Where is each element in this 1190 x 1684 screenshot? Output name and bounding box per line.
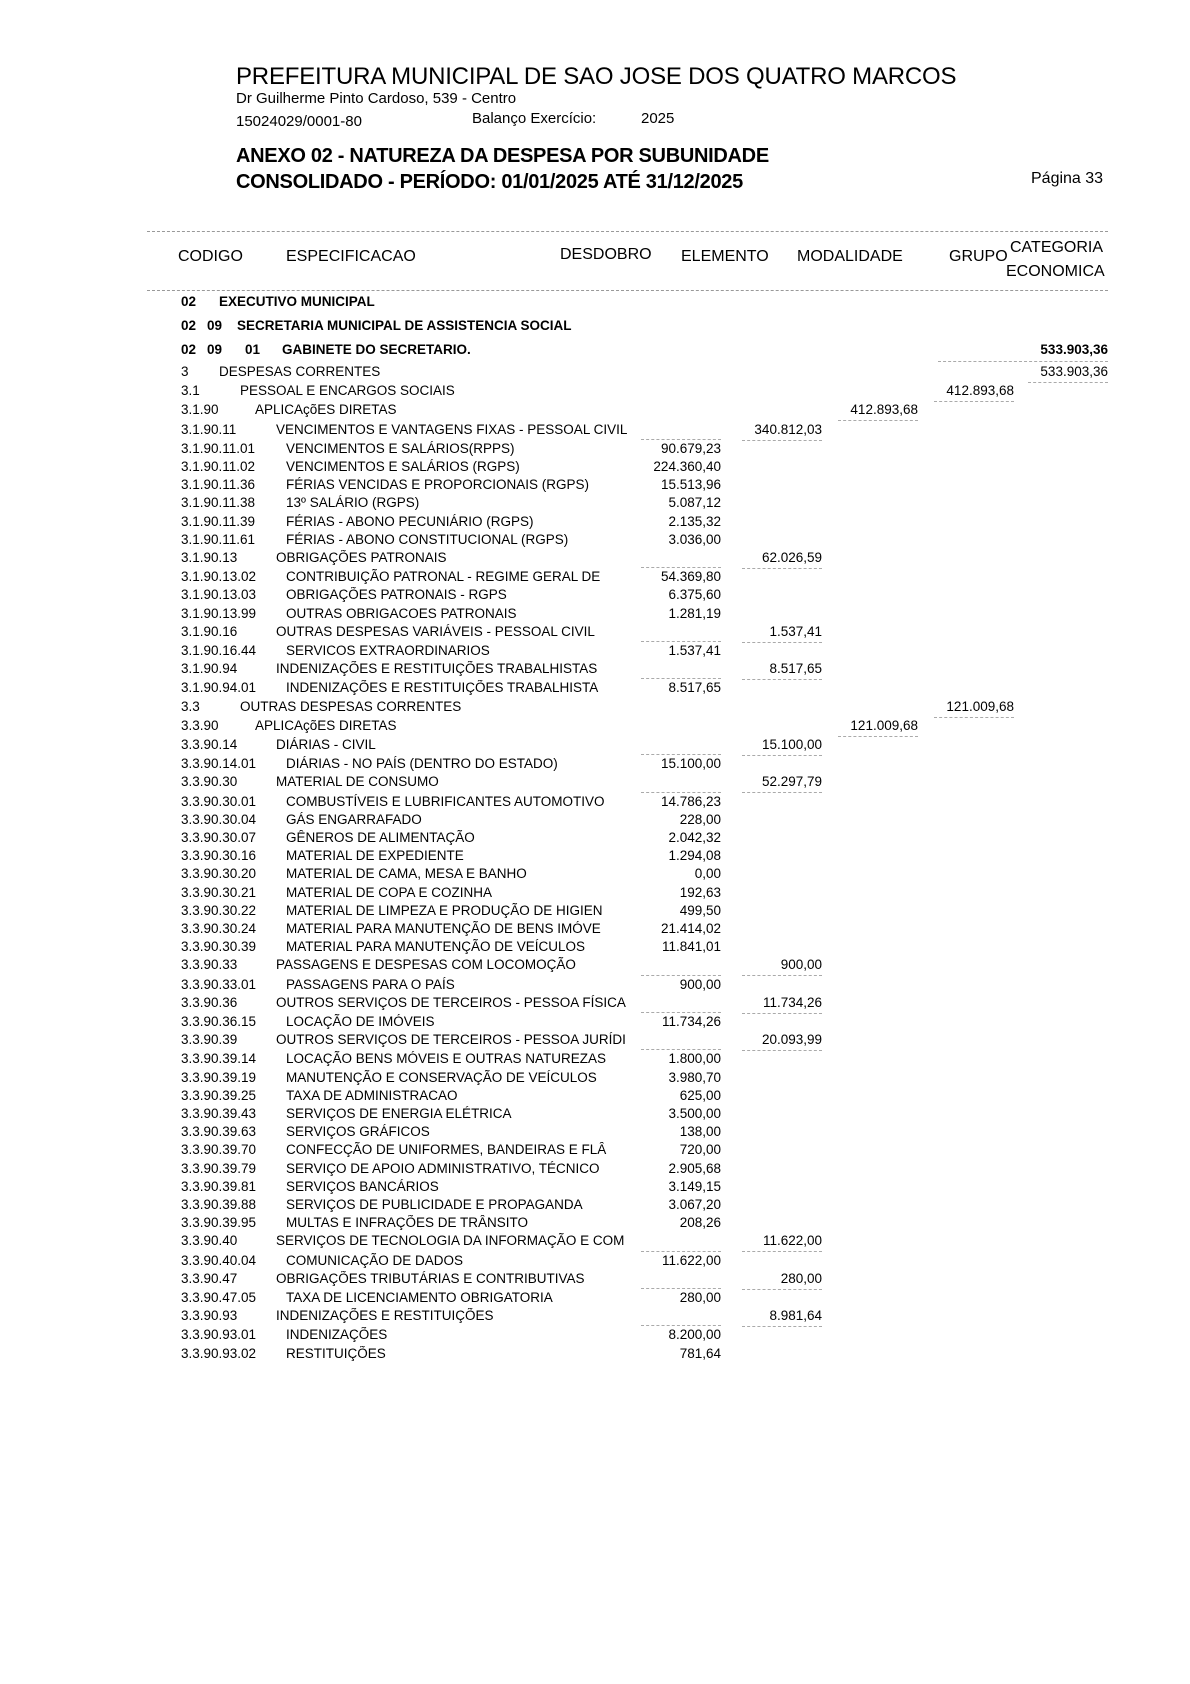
col-grupo: GRUPO: [949, 248, 1008, 265]
table-row: [0, 977, 1190, 995]
table-row: [0, 794, 1190, 812]
page-number: Página 33: [1031, 170, 1104, 187]
table-row: [0, 550, 1190, 568]
row-description: GÁS ENGARRAFADO: [286, 811, 422, 827]
table-row: [0, 830, 1190, 848]
value-desdobro: 5.087,12: [668, 495, 721, 511]
row-description: VENCIMENTOS E SALÁRIOS(RPPS): [286, 440, 515, 456]
row-description: MULTAS E INFRAÇÕES DE TRÂNSITO: [286, 1215, 529, 1231]
value-desdobro: 138,00: [679, 1124, 721, 1140]
row-description: OBRIGAÇÕES PATRONAIS - RGPS: [286, 587, 507, 603]
row-code: 3.1.90.13.99: [181, 605, 257, 621]
row-code: 3.3.90.93: [181, 1308, 238, 1324]
row-description: MATERIAL PARA MANUTENÇÃO DE VEÍCULOS: [286, 939, 586, 955]
table-row: [0, 495, 1190, 513]
table-row: [0, 606, 1190, 624]
value-elemento: 8.981,64: [769, 1308, 822, 1324]
row-code: 3.3.90.36: [181, 994, 238, 1010]
row-code: 3.3.90.47: [181, 1270, 238, 1286]
row-description: SERVIÇOS BANCÁRIOS: [286, 1178, 439, 1194]
value-grupo: 121.009,68: [946, 698, 1014, 714]
table-row: [0, 1070, 1190, 1088]
table-row: [0, 1161, 1190, 1179]
row-code: 3.3: [181, 698, 200, 714]
col-codigo: CODIGO: [178, 248, 243, 265]
row-description: MANUTENÇÃO E CONSERVAÇÃO DE VEÍCULOS: [286, 1069, 597, 1085]
row-code: 3.1.90.13: [181, 550, 238, 565]
row-description: INDENIZAÇÕES E RESTITUIÇÕES TRABALHISTAS: [276, 661, 598, 677]
value-desdobro: 54.369,80: [660, 569, 721, 585]
table-row: [0, 422, 1190, 440]
value-elemento: 340.812,03: [754, 421, 822, 437]
table-row: [0, 383, 1190, 401]
row-description: RESTITUIÇÕES: [286, 1345, 386, 1361]
value-elemento: 8.517,65: [769, 661, 822, 677]
table-row: [0, 1308, 1190, 1326]
value-elemento: 62.026,59: [761, 550, 822, 565]
table-row: [0, 1215, 1190, 1233]
table-row: [0, 514, 1190, 532]
col-categoria-line1: CATEGORIA: [1010, 239, 1104, 256]
value-desdobro: 0,00: [694, 866, 721, 882]
value-desdobro: 192,63: [679, 884, 721, 900]
unit-code: 09: [207, 342, 223, 357]
table-row: [0, 699, 1190, 717]
value-desdobro: 90.679,23: [660, 440, 721, 456]
table-row: [0, 885, 1190, 903]
value-desdobro: 625,00: [679, 1087, 721, 1103]
value-desdobro: 208,26: [679, 1215, 721, 1231]
unit-name: GABINETE DO SECRETARIO.: [282, 342, 471, 357]
subtotal-rule: [641, 792, 721, 793]
row-code: 3.3.90.47.05: [181, 1290, 257, 1305]
row-description: GÊNEROS DE ALIMENTAÇÃO: [286, 830, 475, 845]
row-code: 3.3.90.93.02: [181, 1345, 257, 1361]
address: Dr Guilherme Pinto Cardoso, 539 - Centro: [236, 90, 517, 107]
value-desdobro: 1.800,00: [668, 1051, 721, 1067]
unit-executivo: [0, 294, 1190, 312]
table-row: [0, 1032, 1190, 1050]
row-description: SERVIÇOS DE ENERGIA ELÉTRICA: [286, 1106, 512, 1121]
value-desdobro: 11.841,01: [661, 939, 721, 955]
table-row: [0, 1271, 1190, 1289]
balance-label: Balanço Exercício:: [472, 110, 597, 127]
table-row: [0, 441, 1190, 459]
row-description: FÉRIAS VENCIDAS E PROPORCIONAIS (RGPS): [286, 477, 590, 493]
row-code: 3.3.90.30.20: [181, 866, 257, 882]
value-desdobro: 21.414,02: [660, 921, 721, 936]
row-code: 3.3.90.14.01: [181, 756, 257, 772]
table-row: [0, 569, 1190, 587]
unit-gabinete: [0, 342, 1190, 360]
col-desdobro: DESDOBRO: [560, 246, 652, 263]
subtotal-rule: [641, 754, 721, 755]
row-code: 3.1.90.11.61: [181, 531, 256, 547]
value-desdobro: 2.905,68: [668, 1160, 721, 1176]
row-description: VENCIMENTOS E SALÁRIOS (RGPS): [286, 459, 520, 474]
table-row: [0, 1233, 1190, 1251]
table-row: [0, 624, 1190, 642]
row-code: 3.3.90.30.24: [181, 921, 257, 936]
row-code: 3.3.90.39.14: [181, 1051, 257, 1067]
subtotal-rule: [641, 567, 721, 568]
table-row: [0, 866, 1190, 884]
row-code: 3.3.90.30.07: [181, 830, 257, 845]
table-row: [0, 364, 1190, 382]
row-code: 3.3.90.39.63: [181, 1124, 257, 1140]
unit-code: 02: [181, 318, 197, 333]
col-modalidade: MODALIDADE: [797, 248, 903, 265]
value-elemento: 20.093,99: [761, 1032, 822, 1048]
row-code: 3.1.90.94.01: [181, 680, 257, 696]
unit-name: EXECUTIVO MUNICIPAL: [219, 294, 375, 309]
col-categoria-line2: ECONOMICA: [1006, 263, 1105, 280]
value-elemento: 280,00: [780, 1270, 822, 1286]
row-description: DESPESAS CORRENTES: [219, 364, 381, 379]
row-description: SERVIÇOS DE TECNOLOGIA DA INFORMAÇÃO E COM: [276, 1233, 625, 1249]
unit-code: 02: [181, 342, 197, 357]
row-code: 3.3.90.30.22: [181, 902, 257, 918]
subtotal-rule: [641, 1325, 721, 1326]
value-desdobro: 2.042,32: [668, 830, 721, 845]
row-code: 3.1: [181, 383, 200, 399]
table-row: [0, 680, 1190, 698]
row-code: 3.1.90.13.02: [181, 569, 257, 585]
row-code: 3.1.90.13.03: [181, 587, 257, 603]
row-code: 3.3.90: [181, 717, 219, 733]
subtotal-rule: [641, 1049, 721, 1050]
value-desdobro: 900,00: [679, 976, 721, 992]
row-description: INDENIZAÇÕES: [286, 1327, 388, 1343]
row-code: 3.1.90: [181, 402, 219, 418]
row-code: 3.3.90.39.70: [181, 1142, 257, 1158]
table-row: [0, 1124, 1190, 1142]
value-elemento: 900,00: [780, 957, 822, 973]
row-code: 3.3.90.30.04: [181, 811, 257, 827]
row-code: 3.1.90.11.02: [181, 459, 256, 474]
row-code: 3.3.90.30.16: [181, 848, 257, 864]
value-desdobro: 1.537,41: [668, 643, 721, 658]
row-code: 3.1.90.94: [181, 661, 238, 677]
table-row: [0, 459, 1190, 477]
row-description: OUTROS SERVIÇOS DE TERCEIROS - PESSOA FÍSICA: [276, 994, 626, 1010]
table-row: [0, 643, 1190, 661]
value-desdobro: 11.734,26: [661, 1014, 721, 1029]
subtotal-rule: [641, 439, 721, 440]
row-code: 3.3.90.14: [181, 737, 238, 752]
col-especificacao: ESPECIFICACAO: [286, 248, 416, 265]
table-row: [0, 756, 1190, 774]
row-description: SERVIÇO DE APOIO ADMINISTRATIVO, TÉCNICO: [286, 1160, 600, 1176]
table-row: [0, 661, 1190, 679]
row-description: CONTRIBUIÇÃO PATRONAL - REGIME GERAL DE: [286, 569, 601, 585]
municipality-title: PREFEITURA MUNICIPAL DE SAO JOSE DOS QUATRO MARCOS: [236, 63, 957, 90]
row-description: 13º SALÁRIO (RGPS): [286, 495, 420, 511]
value-desdobro: 3.067,20: [668, 1197, 721, 1212]
balance-year: 2025: [641, 110, 675, 127]
row-code: 3.3.90.39.88: [181, 1197, 257, 1212]
value-desdobro: 8.517,65: [668, 680, 721, 696]
row-code: 3.1.90.16.44: [181, 643, 257, 658]
value-desdobro: 3.980,70: [668, 1069, 721, 1085]
table-row: [0, 1197, 1190, 1215]
value-desdobro: 499,50: [679, 902, 721, 918]
value-grupo: 412.893,68: [946, 383, 1014, 399]
row-description: APLICAçõES DIRETAS: [255, 402, 397, 418]
row-code: 3.1.90.16: [181, 623, 238, 639]
row-code: 3.3.90.40.04: [181, 1252, 257, 1268]
value-desdobro: 11.622,00: [661, 1252, 721, 1268]
col-elemento: ELEMENTO: [681, 248, 769, 265]
table-row: [0, 402, 1190, 420]
row-code: 3.3.90.39.25: [181, 1087, 257, 1103]
row-description: MATERIAL DE CONSUMO: [276, 774, 439, 790]
table-row: [0, 1106, 1190, 1124]
table-row: [0, 718, 1190, 736]
unit-name: SECRETARIA MUNICIPAL DE ASSISTENCIA SOCIAL: [237, 318, 572, 333]
row-code: 3.3.90.30.39: [181, 939, 257, 955]
row-description: MATERIAL PARA MANUTENÇÃO DE BENS IMÓVE: [286, 921, 601, 936]
value-desdobro: 1.294,08: [668, 848, 721, 864]
row-description: INDENIZAÇÕES E RESTITUIÇÕES TRABALHISTA: [286, 680, 599, 696]
header-top-rule: [147, 231, 1108, 232]
row-description: COMUNICAÇÃO DE DADOS: [286, 1252, 464, 1268]
row-description: MATERIAL DE CAMA, MESA E BANHO: [286, 866, 527, 882]
row-code: 3: [181, 364, 189, 379]
row-description: PASSAGENS PARA O PAÍS: [286, 976, 455, 992]
period-title: CONSOLIDADO - PERÍODO: 01/01/2025 ATÉ 31/12/2025: [236, 171, 743, 193]
value-desdobro: 781,64: [679, 1345, 721, 1361]
table-row: [0, 477, 1190, 495]
table-row: [0, 995, 1190, 1013]
table-row: [0, 1327, 1190, 1345]
subtotal-rule: [641, 1288, 721, 1289]
value-desdobro: 280,00: [679, 1290, 721, 1305]
row-code: 3.3.90.39: [181, 1032, 238, 1048]
value-elemento: 11.622,00: [762, 1233, 822, 1249]
row-description: DIÁRIAS - CIVIL: [276, 737, 376, 752]
row-code: 3.3.90.30.21: [181, 884, 257, 900]
row-description: TAXA DE ADMINISTRACAO: [286, 1087, 458, 1103]
table-row: [0, 1014, 1190, 1032]
row-description: PASSAGENS E DESPESAS COM LOCOMOÇÃO: [276, 957, 576, 973]
row-code: 3.3.90.36.15: [181, 1014, 257, 1029]
value-desdobro: 3.500,00: [668, 1106, 721, 1121]
table-row: [0, 1179, 1190, 1197]
row-description: MATERIAL DE LIMPEZA E PRODUÇÃO DE HIGIEN: [286, 902, 603, 918]
row-description: APLICAçõES DIRETAS: [255, 717, 397, 733]
row-code: 3.3.90.30: [181, 774, 238, 790]
row-description: SERVICOS EXTRAORDINARIOS: [286, 643, 490, 658]
table-row: [0, 1142, 1190, 1160]
subtotal-rule: [641, 1251, 721, 1252]
row-description: TAXA DE LICENCIAMENTO OBRIGATORIA: [286, 1290, 553, 1305]
row-code: 3.3.90.40: [181, 1233, 238, 1249]
row-description: DIÁRIAS - NO PAÍS (DENTRO DO ESTADO): [286, 756, 558, 772]
value-desdobro: 15.100,00: [660, 756, 721, 772]
value-modalidade: 412.893,68: [850, 402, 918, 418]
table-row: [0, 774, 1190, 792]
subtotal-rule: [641, 678, 721, 679]
table-row: [0, 903, 1190, 921]
unit-code: 02: [181, 294, 197, 309]
row-code: 3.1.90.11.38: [181, 495, 256, 511]
value-desdobro: 8.200,00: [668, 1327, 721, 1343]
total-rule: [938, 361, 1108, 362]
row-description: OUTRAS DESPESAS VARIÁVEIS - PESSOAL CIVIL: [276, 623, 595, 639]
row-description: LOCAÇÃO DE IMÓVEIS: [286, 1014, 435, 1029]
value-desdobro: 14.786,23: [660, 793, 721, 809]
row-code: 3.1.90.11: [181, 421, 237, 437]
table-row: [0, 1088, 1190, 1106]
row-description: OBRIGAÇÕES TRIBUTÁRIAS E CONTRIBUTIVAS: [276, 1270, 585, 1286]
row-description: FÉRIAS - ABONO PECUNIÁRIO (RGPS): [286, 513, 534, 529]
value-desdobro: 720,00: [679, 1142, 721, 1158]
table-row: [0, 848, 1190, 866]
subtotal-rule: [641, 975, 721, 976]
row-description: MATERIAL DE COPA E COZINHA: [286, 884, 493, 900]
value-desdobro: 15.513,96: [660, 477, 721, 493]
value-elemento: 1.537,41: [769, 623, 822, 639]
row-code: 3.3.90.33: [181, 957, 238, 973]
row-code: 3.3.90.39.79: [181, 1160, 257, 1176]
row-description: CONFECÇÃO DE UNIFORMES, BANDEIRAS E FLÂ: [286, 1142, 607, 1158]
value-desdobro: 3.149,15: [668, 1178, 721, 1194]
row-description: PESSOAL E ENCARGOS SOCIAIS: [240, 383, 455, 399]
value-desdobro: 2.135,32: [668, 513, 721, 529]
row-code: 3.3.90.39.95: [181, 1215, 257, 1231]
value-elemento: 15.100,00: [761, 737, 822, 752]
value-categoria: 533.903,36: [1040, 364, 1108, 379]
unit-total: 533.903,36: [1040, 342, 1108, 357]
table-row: [0, 737, 1190, 755]
row-description: COMBUSTÍVEIS E LUBRIFICANTES AUTOMOTIVO: [286, 793, 605, 809]
subtotal-rule: [641, 1012, 721, 1013]
table-row: [0, 1051, 1190, 1069]
table-row: [0, 532, 1190, 550]
value-elemento: 11.734,26: [762, 994, 822, 1010]
table-row: [0, 939, 1190, 957]
table-row: [0, 1290, 1190, 1308]
row-description: LOCAÇÃO BENS MÓVEIS E OUTRAS NATUREZAS: [286, 1051, 607, 1067]
row-description: INDENIZAÇÕES E RESTITUIÇÕES: [276, 1308, 494, 1324]
annex-title: ANEXO 02 - NATUREZA DA DESPESA POR SUBUNIDADE: [236, 145, 769, 167]
unit-code: 01: [245, 342, 261, 357]
row-code: 3.3.90.33.01: [181, 976, 257, 992]
table-row: [0, 921, 1190, 939]
row-code: 3.3.90.39.19: [181, 1069, 257, 1085]
row-code: 3.3.90.39.81: [181, 1178, 257, 1194]
row-code: 3.1.90.11.39: [181, 513, 256, 529]
row-code: 3.3.90.30.01: [181, 793, 257, 809]
row-description: SERVIÇOS GRÁFICOS: [286, 1124, 430, 1140]
value-desdobro: 1.281,19: [668, 605, 721, 621]
row-description: FÉRIAS - ABONO CONSTITUCIONAL (RGPS): [286, 531, 569, 547]
table-row: [0, 812, 1190, 830]
row-description: OUTROS SERVIÇOS DE TERCEIROS - PESSOA JURÍDI: [276, 1032, 626, 1048]
row-code: 3.3.90.39.43: [181, 1106, 257, 1121]
row-description: OUTRAS OBRIGACOES PATRONAIS: [286, 605, 517, 621]
value-elemento: 52.297,79: [761, 774, 822, 790]
value-desdobro: 3.036,00: [668, 531, 721, 547]
subtotal-rule: [641, 641, 721, 642]
row-description: VENCIMENTOS E VANTAGENS FIXAS - PESSOAL CIVIL: [276, 421, 628, 437]
table-row: [0, 1253, 1190, 1271]
table-row: [0, 587, 1190, 605]
row-description: MATERIAL DE EXPEDIENTE: [286, 848, 464, 864]
row-description: OBRIGAÇÕES PATRONAIS: [276, 550, 447, 565]
header-bottom-rule: [147, 290, 1108, 291]
table-row: [0, 957, 1190, 975]
cnpj: 15024029/0001-80: [236, 113, 362, 130]
unit-code: 09: [207, 318, 223, 333]
value-desdobro: 224.360,40: [653, 459, 721, 474]
unit-secretaria: [0, 318, 1190, 336]
row-description: OUTRAS DESPESAS CORRENTES: [240, 698, 462, 714]
table-row: [0, 1346, 1190, 1364]
row-code: 3.1.90.11.36: [181, 477, 256, 493]
row-code: 3.1.90.11.01: [181, 440, 256, 456]
value-modalidade: 121.009,68: [850, 717, 918, 733]
value-desdobro: 6.375,60: [668, 587, 721, 603]
row-description: SERVIÇOS DE PUBLICIDADE E PROPAGANDA: [286, 1197, 583, 1212]
row-code: 3.3.90.93.01: [181, 1327, 257, 1343]
value-desdobro: 228,00: [679, 811, 721, 827]
